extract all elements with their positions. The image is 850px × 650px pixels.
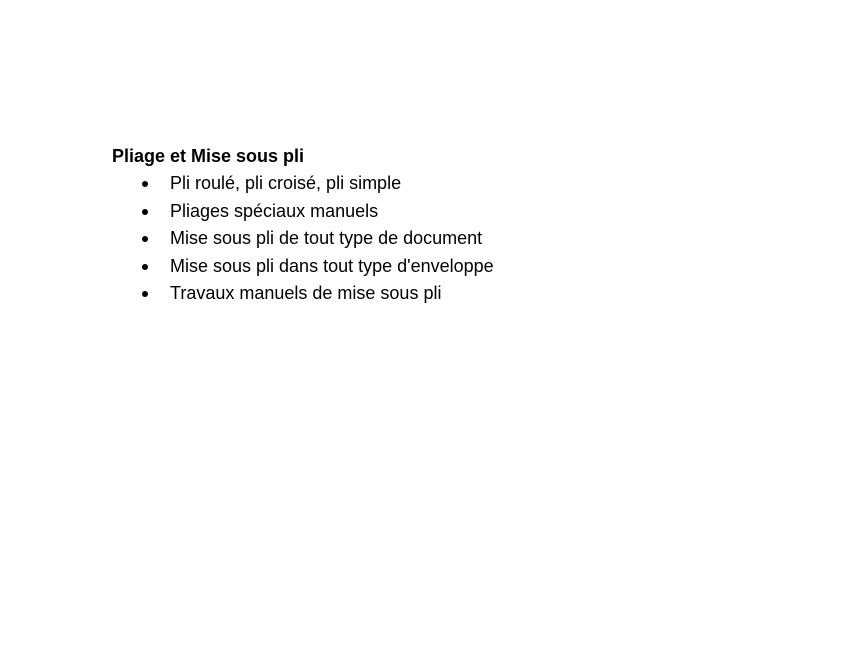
list-item-label: Pli roulé, pli croisé, pli simple <box>170 173 402 193</box>
bullet-icon <box>142 181 148 187</box>
list-item <box>112 171 402 199</box>
bullet-icon <box>142 209 148 215</box>
bullet-icon <box>142 264 148 270</box>
list-item-label: Mise sous pli de tout type de document <box>170 228 483 248</box>
section-heading: Pliage et Mise sous pli <box>112 146 305 166</box>
service-section <box>112 144 494 309</box>
list-item-label: Pliages spéciaux manuels <box>170 200 379 221</box>
bullet-list <box>112 171 494 309</box>
list-item <box>112 226 483 254</box>
list-item <box>112 254 494 282</box>
bullet-icon <box>142 291 148 297</box>
list-item <box>112 199 379 227</box>
list-item-label: Travaux manuels de mise sous pli <box>170 283 442 303</box>
list-item <box>112 281 442 309</box>
bullet-icon <box>142 236 148 242</box>
list-item-label: Mise sous pli dans tout type d'enveloppe <box>170 255 494 276</box>
